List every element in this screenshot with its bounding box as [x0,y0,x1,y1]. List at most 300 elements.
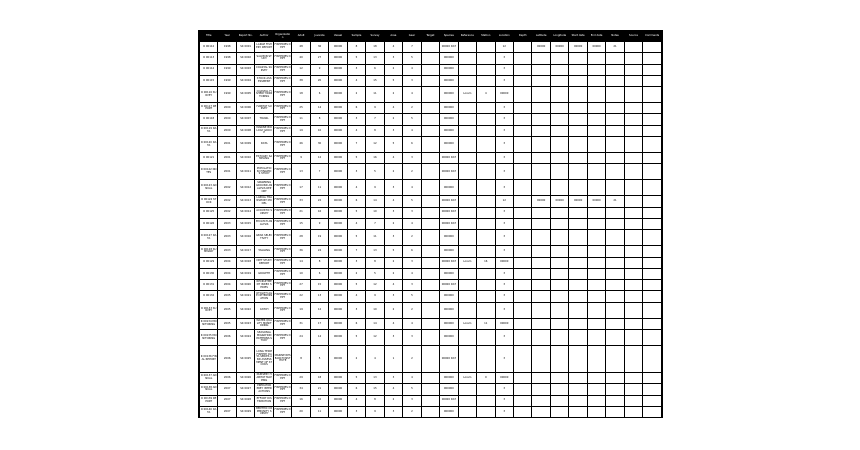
table-cell [477,207,495,218]
table-cell: 2 [403,346,421,373]
table-cell [477,75,495,86]
table-cell: 2007 [218,384,236,395]
table-cell [532,53,550,64]
column-header[interactable]: Start date [569,32,587,42]
table-cell: 2001 [218,137,236,153]
table-cell: 6 [310,87,328,103]
table-cell [606,53,624,64]
table-cell [421,230,439,246]
column-header[interactable]: Vessel [329,32,347,42]
table-cell [458,53,476,64]
table-cell: 2000 [218,114,236,125]
table-cell [606,302,624,318]
table-cell: 11 [477,318,495,329]
table-cell: SEASONAL MIGRATION PATTERNS STUDY [255,330,273,346]
table-cell: 00000 [329,257,347,268]
table-cell [606,384,624,395]
table-cell: 00000 [329,395,347,406]
table-cell [569,302,587,318]
table-cell: SK 0008 [236,125,254,136]
table-cell: FISHERIES DEPT [273,180,291,196]
table-cell [624,125,642,136]
table-cell [421,246,439,257]
table-row[interactable] [200,268,662,279]
table-cell: 13 [292,164,310,180]
table-cell: R 00123 ANNUAL [200,180,218,196]
table-cell: SK 0011 [236,164,254,180]
table-cell [421,207,439,218]
table-row[interactable] [200,280,662,291]
table-cell [550,406,568,417]
table-row[interactable] [200,246,662,257]
table-cell: 00000 [329,384,347,395]
table-row[interactable] [200,373,662,384]
column-header[interactable]: Survey [366,32,384,42]
table-cell [513,114,531,125]
table-cell: 27 [310,53,328,64]
table-cell: R 00131 [200,280,218,291]
table-cell [477,330,495,346]
table-cell: 00000 [329,153,347,164]
table-cell: FISHERIES DEPT [273,42,291,53]
table-cell: 00000 [329,268,347,279]
table-cell: SK 0012 [236,180,254,196]
table-row[interactable] [200,406,662,417]
column-header[interactable]: Title [200,32,218,42]
table-cell: 2002 [218,180,236,196]
table-cell: R 00124 STOCK [200,196,218,207]
table-cell: 19 [292,125,310,136]
table-cell [513,180,531,196]
table-cell [624,87,642,103]
table-cell: 14 [310,103,328,114]
table-row[interactable] [200,291,662,302]
table-cell: STOCK ASSESSMENT [255,75,273,86]
table-cell: SK 0004 [236,75,254,86]
table-cell: GROWTH [255,268,273,279]
table-cell: 00000 [329,114,347,125]
table-cell: 000000 [440,180,458,196]
table-cell: 3 [495,384,513,395]
table-cell [458,164,476,180]
table-cell: 00000 [532,42,550,53]
table-cell: 00000 [569,42,587,53]
table-cell: 00000 [329,318,347,329]
table-cell: 6 [347,384,365,395]
table-row[interactable] [200,153,662,164]
table-cell: FISHERIES DEPT [273,125,291,136]
table-cell [458,230,476,246]
table-cell: FISHERIES DEPT [273,196,291,207]
table-cell [643,246,662,257]
table-cell [569,230,587,246]
table-cell: SK 0023 [236,318,254,329]
column-header[interactable]: Reference [458,32,476,42]
table-cell: 000000 [440,318,458,329]
table-row[interactable] [200,318,662,329]
table-cell: GEAR SELECTIVITY [255,230,273,246]
table-cell [458,153,476,164]
table-cell [587,291,605,302]
table-cell [477,164,495,180]
column-header[interactable]: End date [587,32,605,42]
table-cell: Lorem [458,373,476,384]
table-cell [550,257,568,268]
table-row[interactable] [200,207,662,218]
table-cell [643,346,662,373]
table-cell [643,114,662,125]
table-cell [587,207,605,218]
table-cell: 000000 [440,268,458,279]
table-cell [477,346,495,373]
table-cell: 8 [366,257,384,268]
table-cell [624,280,642,291]
table-cell [532,114,550,125]
table-cell [477,291,495,302]
table-cell: R 00133 SURVEY [200,302,218,318]
table-cell: 14 [366,196,384,207]
table-cell [587,384,605,395]
table-cell [624,64,642,75]
table-row[interactable] [200,230,662,246]
table-cell: 3 [495,103,513,114]
table-cell: 13 [310,291,328,302]
table-cell: 33 [292,196,310,207]
column-header[interactable]: Area [384,32,402,42]
table-cell: 21 [606,196,624,207]
table-cell: 3 [495,330,513,346]
table-row[interactable] [200,64,662,75]
table-cell: 3 [403,75,421,86]
table-cell: HABITAT SURVEY [255,103,273,114]
table-cell: 00000 [329,53,347,64]
table-cell [624,330,642,346]
column-header[interactable]: Target [421,32,439,42]
table-cell: 2003 [218,230,236,246]
table-cell: 3 [495,75,513,86]
table-cell: 2 [347,87,365,103]
table-cell: R 00114 [200,64,218,75]
table-cell [421,218,439,229]
table-cell [587,125,605,136]
table-cell: SK 0014 [236,207,254,218]
table-cell [477,53,495,64]
table-cell [477,302,495,318]
table-cell: R 00127 DATA [200,230,218,246]
table-cell [513,137,531,153]
table-cell: 8 [310,114,328,125]
table-cell [513,164,531,180]
table-cell [532,257,550,268]
table-cell: 2 [403,230,421,246]
table-cell [532,318,550,329]
table-cell: 24 [310,246,328,257]
table-cell [550,302,568,318]
table-cell: 3 [495,230,513,246]
table-cell: 2 [384,218,402,229]
table-cell: 3 [495,268,513,279]
column-header[interactable]: Gear [403,32,421,42]
table-cell: 8 [366,125,384,136]
table-cell: 3 [403,395,421,406]
table-cell: 7 [366,218,384,229]
table-row[interactable] [200,137,662,153]
table-row[interactable] [200,346,662,373]
table-row[interactable] [200,257,662,268]
table-cell: 2 [384,395,402,406]
table-row[interactable] [200,218,662,229]
table-cell: FISHERIES DEPT [273,153,291,164]
table-row[interactable] [200,302,662,318]
table-cell [513,125,531,136]
table-cell: 10 [366,207,384,218]
table-cell [550,164,568,180]
column-header[interactable]: Author [255,32,273,42]
table-cell: SK 0020 [236,280,254,291]
table-cell [606,373,624,384]
table-row[interactable] [200,384,662,395]
table-cell [421,395,439,406]
table-row[interactable] [200,42,662,53]
table-cell [513,196,531,207]
table-cell: 00000 DAT [440,207,458,218]
table-cell: 3 [495,346,513,373]
table-cell [513,42,531,53]
table-cell: 3 [384,291,402,302]
table-row[interactable] [200,330,662,346]
table-cell [606,280,624,291]
column-header[interactable]: Station [477,32,495,42]
table-cell [569,346,587,373]
table-cell [569,137,587,153]
table-cell [606,137,624,153]
table-cell: FISHERIES DEPT [273,406,291,417]
table-cell [587,302,605,318]
table-cell [513,207,531,218]
table-cell [421,257,439,268]
table-cell: 20 [310,75,328,86]
table-cell [643,330,662,346]
table-cell [458,302,476,318]
column-header[interactable]: Juvenile [310,32,328,42]
table-cell: 2 [384,268,402,279]
table-cell: 00000 DAT [440,42,458,53]
table-cell [624,114,642,125]
table-cell [421,318,439,329]
table-cell: 000000 [440,103,458,114]
table-row[interactable] [200,103,662,114]
column-header[interactable]: Adult [292,32,310,42]
column-header[interactable]: Source [624,32,642,42]
table-cell: 3 [495,125,513,136]
table-cell: 9 [477,373,495,384]
table-cell: SK 0015 [236,218,254,229]
table-cell [569,103,587,114]
table-cell: 5 [347,207,365,218]
table-cell: 00000 [329,42,347,53]
table-cell [643,53,662,64]
table-cell: SK 0002 [236,53,254,64]
table-row[interactable] [200,180,662,196]
table-cell: R 00140 DATA [200,406,218,417]
table-row[interactable] [200,395,662,406]
table-cell: 12 [366,280,384,291]
table-cell [569,373,587,384]
table-row[interactable] [200,114,662,125]
table-cell: SK 0013 [236,196,254,207]
table-cell: 3 [495,64,513,75]
table-cell: 9 [366,406,384,417]
table-cell: FISHERIES DEPT [273,218,291,229]
table-cell [458,280,476,291]
table-cell [624,246,642,257]
table-cell [421,302,439,318]
table-cell: 9 [366,180,384,196]
table-cell: 2 [384,257,402,268]
table-cell [643,180,662,196]
table-cell: FISHERIES DEPT [273,103,291,114]
table-cell [569,384,587,395]
table-cell: R 00119 DATA [200,125,218,136]
table-cell [421,406,439,417]
table-cell: R 00138 ANNUAL [200,384,218,395]
table-cell: 00000 [329,280,347,291]
table-cell: 3 [495,207,513,218]
table-cell [421,103,439,114]
table-cell: 4 [403,87,421,103]
table-cell: 3 [403,330,421,346]
table-cell [643,373,662,384]
table-cell [624,291,642,302]
table-cell [643,318,662,329]
table-cell: 3 [495,180,513,196]
table-cell: SK 0018 [236,257,254,268]
table-cell: 10 [366,302,384,318]
table-cell [532,395,550,406]
table-cell: 4 [403,268,421,279]
table-row[interactable] [200,87,662,103]
column-header[interactable]: Latitude [532,32,550,42]
table-cell: DATA [255,137,273,153]
column-header[interactable]: Report No. [236,32,254,42]
table-cell: 2 [384,164,402,180]
table-cell [643,64,662,75]
table-cell: 21 [606,42,624,53]
table-cell [569,87,587,103]
table-cell: 3 [384,330,402,346]
table-cell [550,346,568,373]
table-row[interactable] [200,196,662,207]
table-cell [624,137,642,153]
table-cell [550,291,568,302]
table-cell: 2007 [218,395,236,406]
table-cell [587,346,605,373]
table-row[interactable] [200,164,662,180]
table-cell [532,103,550,114]
table-cell: 000000 [440,87,458,103]
table-cell [569,180,587,196]
table-cell: 2 [403,164,421,180]
table-cell [513,153,531,164]
table-cell: COASTAL SURVEY [255,64,273,75]
table-cell: R 00117 REPORT [200,103,218,114]
table-cell: 5 [403,114,421,125]
table-cell [513,64,531,75]
table-cell: FISHERIES DEPT [273,114,291,125]
table-cell: R 00134 MONITORING [200,318,218,329]
table-cell: BENTHIC COMMUNITY SURVEY [255,406,273,417]
column-header[interactable]: Comments [643,32,662,42]
table-cell: FISHERIES DEPT [273,268,291,279]
table-cell [458,406,476,417]
table-cell: 8 [292,346,310,373]
table-cell [587,87,605,103]
table-cell [587,75,605,86]
table-cell [643,395,662,406]
column-header[interactable]: Notes [606,32,624,42]
table-cell: RECRUITMENT INDEX SERIES [255,280,273,291]
column-header[interactable]: Year [218,32,236,42]
column-header[interactable]: Sample [347,32,365,42]
table-cell [624,75,642,86]
column-header[interactable]: Longitude [550,32,568,42]
table-cell: 6 [403,246,421,257]
table-cell: R 00130 [200,268,218,279]
table-cell [477,137,495,153]
column-header[interactable]: Organization [273,32,291,42]
column-header[interactable]: Species [440,32,458,42]
table-cell: NURSERY HABITAT MAPPING [255,373,273,384]
table-cell: 30 [310,137,328,153]
table-cell: 2005 [218,291,236,302]
table-cell [550,373,568,384]
table-cell: 4 [347,180,365,196]
table-row[interactable] [200,53,662,64]
table-cell [550,125,568,136]
column-header[interactable]: Location [495,32,513,42]
table-cell: 000000 [440,53,458,64]
table-cell: MARINE RESEARCH INSTITUTE [273,346,291,373]
table-cell: 46 [292,137,310,153]
table-row[interactable] [200,75,662,86]
table-cell: DIET STUDY REPORT [255,257,273,268]
table-cell: 4 [384,103,402,114]
table-cell: 21 [310,384,328,395]
table-cell [513,230,531,246]
table-cell: 4 [366,346,384,373]
table-cell: 4 [403,318,421,329]
table-cell: FISHERIES DEPT [273,330,291,346]
table-cell [587,246,605,257]
table-cell: R 00122 NOTES [200,164,218,180]
table-cell [550,180,568,196]
table-cell: 3 [403,207,421,218]
table-cell [606,318,624,329]
table-cell: 1 [384,346,402,373]
table-cell [606,207,624,218]
table-cell: 12 [310,153,328,164]
table-cell: 4 [384,196,402,207]
table-row[interactable] [200,125,662,136]
table-cell: ACOUSTIC SURVEY [255,207,273,218]
table-cell [569,318,587,329]
table-cell [550,207,568,218]
table-cell [513,268,531,279]
table-cell [513,302,531,318]
table-cell [606,268,624,279]
table-cell: 3 [495,153,513,164]
column-header[interactable]: Depth [513,32,531,42]
